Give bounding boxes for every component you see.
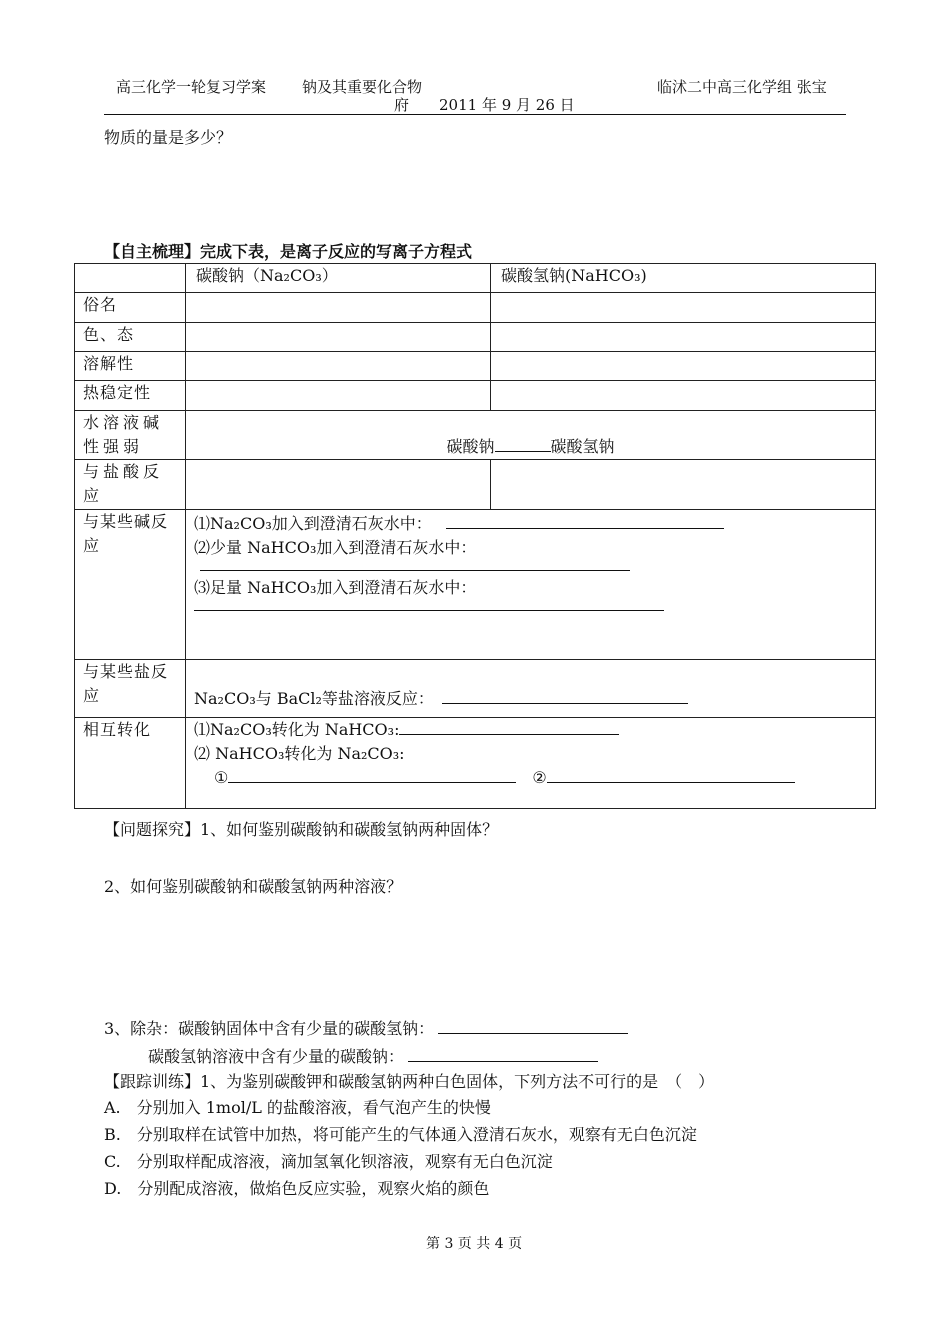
intro-text: 物质的量是多少？ [104,128,233,147]
col-header-nahco3: 碳酸氢钠(NaHCO₃) [491,264,876,293]
training-title: 【跟踪训练】1、为鉴别碳酸钾和碳酸氢钠两种白色固体，下列方法不可行的是 （ ） [104,1072,715,1091]
answer-cell[interactable] [186,460,491,510]
answer-cell[interactable] [186,293,491,323]
answer-cell[interactable] [491,460,876,510]
table-row [75,718,876,809]
row-label-solubility: 溶解性 [75,352,186,381]
convert-item-1: ⑴Na₂CO₃转化为 NaHCO₃: [194,720,400,739]
base-blank-3[interactable] [194,600,664,611]
alkalinity-blank[interactable] [495,437,551,452]
base-blank-2[interactable] [200,560,630,571]
alkalinity-right: 碳酸氢钠 [550,437,615,456]
answer-cell[interactable] [186,381,491,411]
table-row [75,293,876,323]
header-title: 高三化学一轮复习学案 [116,78,267,96]
row-label-salt: 与某些盐反应 [75,660,186,718]
base-item-3: ⑶足量 NaHCO₃加入到澄清石灰水中： [194,578,477,597]
answer-cell[interactable] [186,323,491,352]
page-footer: 第 3 页 共 4 页 [426,1236,523,1252]
problem-3b [148,1044,598,1067]
row-label-convert: 相互转化 [75,718,186,809]
option-b[interactable]: B. 分别取样在试管中加热，将可能产生的气体通入澄清石灰水，观察有无白色沉淀 [104,1125,697,1144]
row-label-color: 色、态 [75,323,186,352]
alkalinity-left: 碳酸钠 [446,437,495,456]
convert-b-label: ② [532,768,547,787]
table-header-row [75,264,876,293]
base-item-2: ⑵少量 NaHCO₃加入到澄清石灰水中： [194,538,477,557]
row-label-alkalinity: 水溶液碱性强弱 [75,411,186,460]
table-row [75,660,876,718]
alkalinity-cell [186,411,876,460]
header-rule [104,114,846,115]
option-d[interactable]: D. 分别配成溶液，做焰色反应实验，观察火焰的颜色 [104,1179,490,1198]
comparison-table [74,263,876,809]
row-label-name: 俗名 [75,293,186,323]
col-header-na2co3: 碳酸钠（Na₂CO₃） [186,264,491,293]
table-row [75,381,876,411]
salt-reaction-cell [186,660,876,718]
table-row [75,510,876,660]
row-label-base: 与某些碱反应 [75,510,186,660]
problem-1: 【问题探究】1、如何鉴别碳酸钠和碳酸氢钠两种固体？ [104,820,499,839]
header-date: 府 2011 年 9 月 26 日 [394,96,575,114]
table-row [75,460,876,510]
convert-blank-1[interactable] [399,720,619,735]
problem-3b-blank[interactable] [408,1047,598,1062]
problem-3a [104,1016,628,1039]
salt-blank[interactable] [442,689,688,704]
convert-blank-b[interactable] [547,768,795,783]
option-a[interactable]: A. 分别加入 1mol/L 的盐酸溶液，看气泡产生的快慢 [104,1098,491,1117]
answer-cell[interactable] [491,381,876,411]
problem-3a-blank[interactable] [438,1019,628,1034]
answer-cell[interactable] [491,293,876,323]
section-title: 【自主梳理】完成下表，是离子反应的写离子方程式 [104,242,473,261]
base-reaction-cell [186,510,876,660]
header-author: 临沭二中高三化学组 张宝 [657,78,827,96]
salt-text: Na₂CO₃与 BaCl₂等盐溶液反应： [194,689,434,708]
problem-2: 2、如何鉴别碳酸钠和碳酸氢钠两种溶液？ [104,877,403,896]
table-row [75,323,876,352]
table-corner-cell [75,264,186,293]
table-row [75,411,876,460]
convert-cell [186,718,876,809]
problem-3a-text: 3、除杂：碳酸钠固体中含有少量的碳酸氢钠： [104,1019,435,1038]
answer-cell[interactable] [491,323,876,352]
option-c[interactable]: C. 分别取样配成溶液，滴加氢氧化钡溶液，观察有无白色沉淀 [104,1152,553,1171]
convert-a-label: ① [214,768,229,787]
row-label-stability: 热稳定性 [75,381,186,411]
problem-3b-text: 碳酸氢钠溶液中含有少量的碳酸钠： [148,1047,405,1066]
header-topic: 钠及其重要化合物 [302,78,423,96]
base-blank-1[interactable] [446,514,724,529]
convert-blank-a[interactable] [228,768,516,783]
answer-cell[interactable] [491,352,876,381]
table-row [75,352,876,381]
convert-item-2: ⑵ NaHCO₃转化为 Na₂CO₃: [194,744,405,763]
answer-cell[interactable] [186,352,491,381]
row-label-hcl: 与盐酸反应 [75,460,186,510]
base-item-1: ⑴Na₂CO₃加入到澄清石灰水中： [194,514,432,533]
